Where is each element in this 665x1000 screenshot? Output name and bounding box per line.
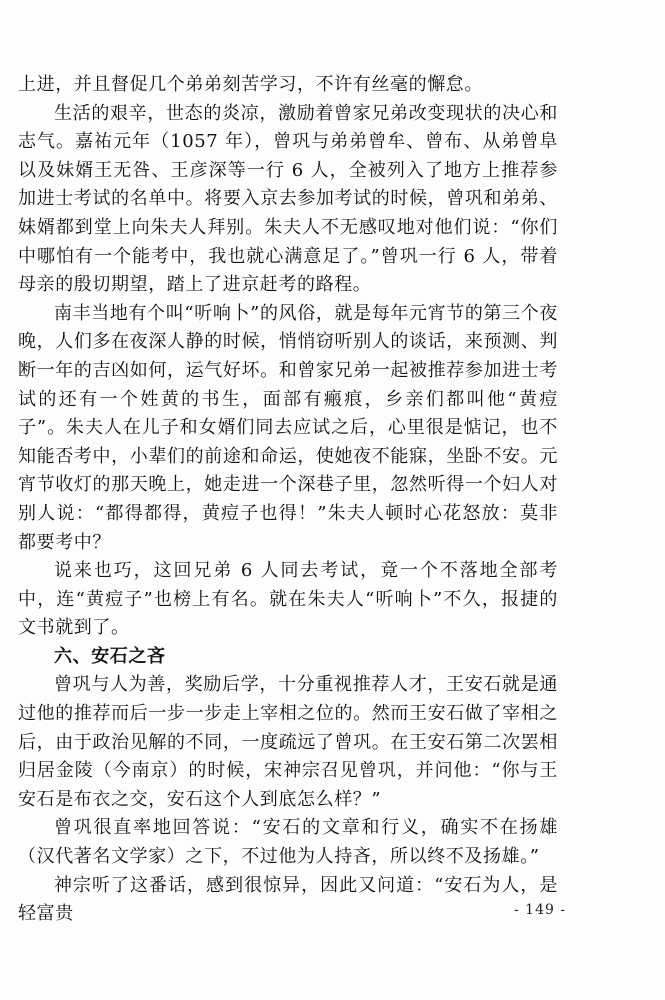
paragraph-shenzong-question: 神宗听了这番话，感到很惊异，因此又问道：“安石为人，是轻富贵 bbox=[18, 874, 558, 925]
paragraph-wang-anshi: 曾巩与人为善，奖励后学，十分重视推荐人才，王安石就是通过他的推荐而后一步一步走上宰相之位的。然而王安石做了宰相之后，由于政治见解的不同，一度疏远了曾巩。在王安石第二次罢相归居金陵（今南京）的时候，宋神宗召见曾巩，并问他：“你与王安石是布衣之交，安石这个人到底怎么样？” bbox=[18, 674, 558, 810]
page-number: - 149 - bbox=[514, 902, 567, 918]
paragraph-exam-result: 说来也巧，这回兄弟 6 人同去考试，竟一个不落地全部考中，连“黄痘子”也榜上有名。就在朱夫人“听响卜”不久，报捷的文书就到了。 bbox=[18, 560, 558, 639]
paragraph-custom: 南丰当地有个叫“听响卜”的风俗，就是每年元宵节的第三个夜晚，人们多在夜深人静的时候，悄悄窃听别人的谈话，来预测、判断一年的吉凶如何，运气好坏。和曾家兄弟一起被推荐参加进士考试的还有一个姓黄的书生，面部有瘢痕，乡亲们都叫他“黄痘子”。朱夫人在儿子和女婿们同去应试之后，心里很是惦记，也不知能否考中，小辈们的前途和命运，使她夜不能寐，坐卧不安。元宵节收灯的那天晚上，她走进一个深巷子里，忽然听得一个妇人对别人说：“都得都得，黄痘子也得！”朱夫人顿时心花怒放：莫非都要考中？ bbox=[18, 302, 558, 553]
paragraph-hardship: 生活的艰辛，世态的炎凉，激励着曾家兄弟改变现状的决心和志气。嘉祐元年（1057 年），曾巩与弟弟曾牟、曾布、从弟曾阜以及妹婿王无咎、王彦深等一行 6 人，全被列入了地方上推荐参加进士考试的名单中。将要入京去参加考试的时候，曾巩和弟弟、妹婿都到堂上向朱夫人拜别。朱夫人不无感叹地对他们说：“你们中哪怕有一个能考中，我也就心满意足了。”曾巩一行 6 人，带着母亲的殷切期望，踏上了进京赶考的路程。 bbox=[18, 102, 558, 296]
section-heading: 六、安石之吝 bbox=[54, 645, 166, 667]
paragraph-continued: 上进，并且督促几个弟弟刻苦学习，不许有丝毫的懈怠。 bbox=[18, 74, 483, 95]
body-text bbox=[18, 71, 558, 929]
paragraph-zeng-reply: 曾巩很直率地回答说：“安石的文章和行义，确实不在扬雄（汉代著名文学家）之下，不过他为人持吝，所以终不及扬雄。” bbox=[18, 817, 558, 868]
